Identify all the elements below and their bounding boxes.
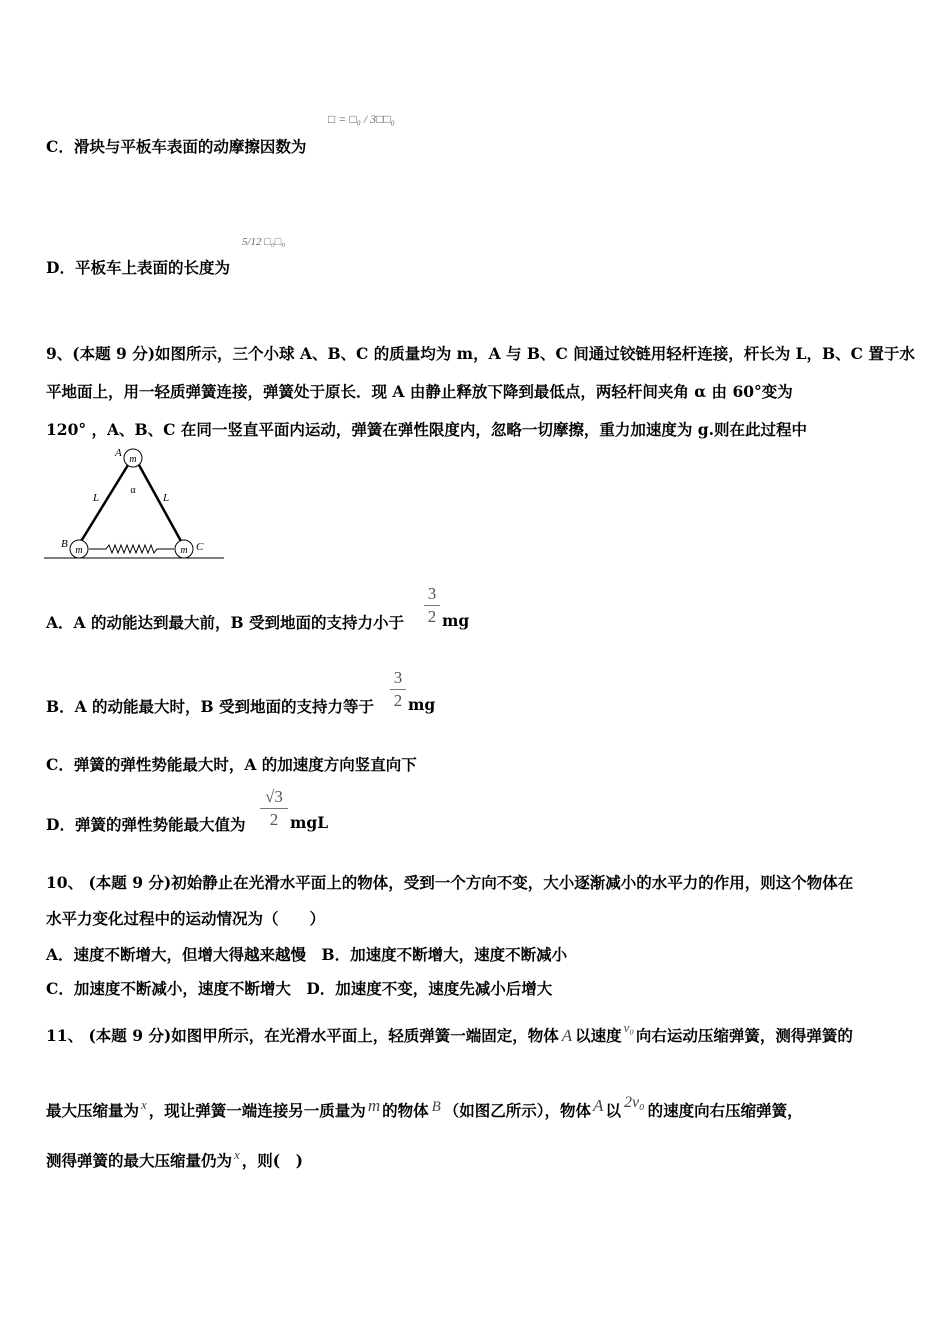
q8-option-c-formula: □ = □₀ / 3□□₀ [328,112,395,126]
q9-option-a [46,611,404,633]
q9-option-d-fraction: √3 2 [260,788,288,829]
ball-a-mass: m [129,454,137,465]
q11-sym-m: m [367,1096,381,1115]
label-a: A [115,447,122,459]
q11-sym-x: x [141,1097,147,1112]
q8-option-d-text: D．平板车上表面的长度为 [46,258,230,277]
q8-option-d [46,256,230,278]
rod-ac [139,465,182,543]
q11-stem-line3 [46,1149,303,1171]
q11-line2-part6: 的速度向右压缩弹簧， [647,1101,803,1120]
label-rod-left: L [93,492,100,504]
rod-ab [80,465,128,543]
label-angle: α [130,485,136,496]
q11-sym-b: B [431,1099,441,1115]
q11-line3-part1: 测得弹簧的最大压缩量仍为 [46,1151,233,1170]
q9-option-b-fraction: 3 2 [390,669,406,710]
q11-sym-v0: v₀ [623,1020,634,1035]
q11-line1-part1: 11、 (本题 9 分)如图甲所示，在光滑水平面上，轻质弹簧一端固定，物体 [46,1026,559,1045]
q10-stem-line1: 10、 (本题 9 分)初始静止在光滑水平面上的物体，受到一个方向不变，大小逐渐减小的水平力的作用，则这个物体在 [46,873,854,892]
q9-option-a-text: A．A 的动能达到最大前，B 受到地面的支持力小于 [46,613,404,632]
label-c: C [196,541,204,553]
q9-option-b [46,695,374,717]
q9-option-a-unit: mg [442,611,470,630]
q11-sym-a2: A [593,1096,604,1115]
q10-stem-line2: 水平力变化过程中的运动情况为（ ） [46,909,326,928]
q9-stem-line3: 120° ，A、B、C 在同一竖直平面内运动，弹簧在弹性限度内，忽略一切摩擦，重力加速度为 g.则在此过程中 [46,420,807,439]
label-rod-right: L [163,492,170,504]
q11-sym-2v0: 2v₀ [623,1094,645,1111]
q9-option-a-fraction: 3 2 [424,585,440,626]
q10-options-cd: C．加速度不断减小，速度不断增大 D．加速度不变，速度先减小后增大 [46,979,553,998]
q11-line2-part3: 的物体 [382,1101,429,1120]
q9-option-d-text: D．弹簧的弹性势能最大值为 [46,815,246,834]
q9-stem-line1: 9、(本题 9 分)如图所示，三个小球 A、B、C 的质量均为 m，A 与 B、C 间通过铰链用轻杆连接，杆长为 L，B、C 置于水 [46,344,915,363]
q8-option-c-text: C．滑块与平板车表面的动摩擦因数为 [46,137,307,156]
ball-c-mass: m [180,545,188,556]
q11-line2-part1: 最大压缩量为 [46,1101,140,1120]
q11-sym-x2: x [234,1147,240,1162]
q9-figure [44,444,226,562]
q11-stem-line1 [46,1020,853,1046]
q11-sym-a: A [561,1026,573,1045]
q9-option-d-unit: mgL [290,813,329,832]
q10-options-ab: A．速度不断增大，但增大得越来越慢 B．加速度不断增大，速度不断减小 [46,945,568,964]
q8-option-d-formula: 5/12 □₀□₀ [242,236,286,248]
q9-option-b-unit: mg [408,695,436,714]
q11-line2-part4: （如图乙所示），物体 [443,1101,592,1120]
q9-option-b-text: B．A 的动能最大时，B 受到地面的支持力等于 [46,697,375,716]
q11-line1-part3: 向右运动压缩弹簧，测得弹簧的 [635,1026,853,1045]
q11-line3-part2: ，则( ) [241,1151,303,1170]
q11-line1-part2: 以速度 [575,1026,622,1045]
q9-option-c: C．弹簧的弹性势能最大时，A 的加速度方向竖直向下 [46,755,417,774]
spring [89,545,174,553]
ball-b-mass: m [75,545,83,556]
label-b: B [61,538,68,550]
q11-stem-line2 [46,1094,803,1121]
q8-option-c [46,135,306,157]
q11-line2-part5: 以 [605,1101,621,1120]
q9-option-d [46,813,245,835]
q11-line2-part2: ，现让弹簧一端连接另一质量为 [148,1101,366,1120]
q9-stem-line2: 平地面上，用一轻质弹簧连接，弹簧处于原长．现 A 由静止释放下降到最低点，两轻杆间夹角 α 由 60°变为 [46,382,793,401]
